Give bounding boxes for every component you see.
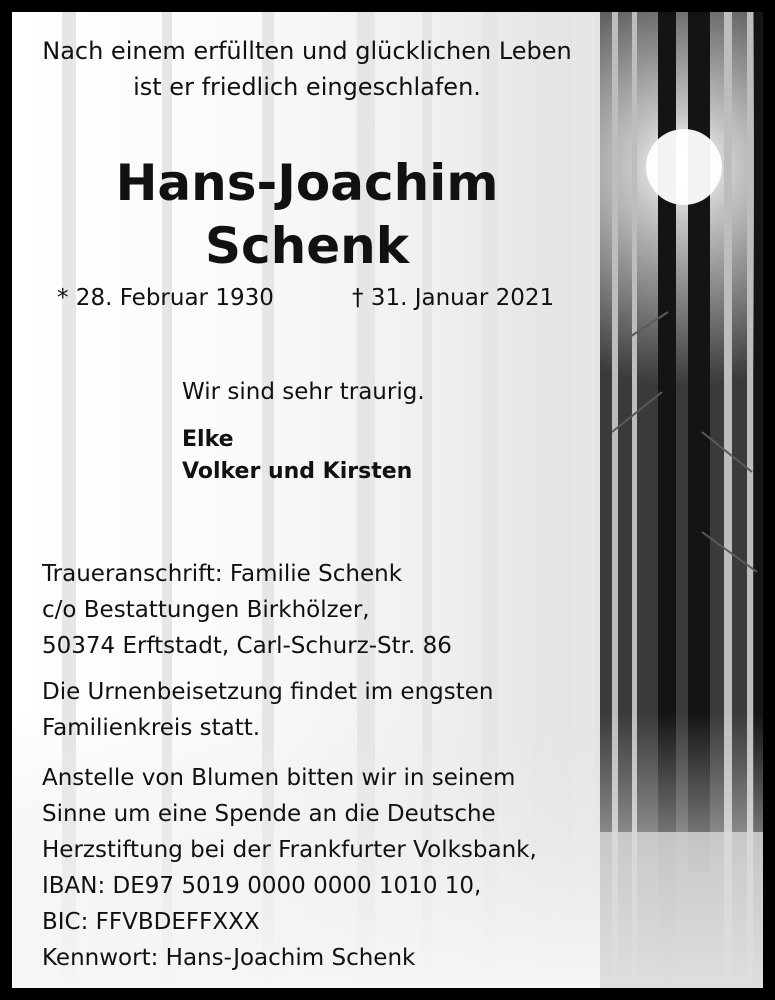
intro-line-2: ist er friedlich eingeschlafen. xyxy=(133,73,481,101)
donation-line: Herzstiftung bei der Frankfurter Volksbank, xyxy=(42,837,537,863)
mourner-name: Volker und Kirsten xyxy=(182,459,413,484)
donation-line: Anstelle von Blumen bitten wir in seinem xyxy=(42,765,516,791)
birth-date: * 28. Februar 1930 xyxy=(57,285,274,311)
address-line: Traueranschrift: Familie Schenk xyxy=(42,561,403,587)
death-date: † 31. Januar 2021 xyxy=(352,285,555,311)
donation-keyword: Kennwort: Hans-Joachim Schenk xyxy=(42,945,416,971)
address-line: 50374 Erftstadt, Carl-Schurz-Str. 86 xyxy=(42,633,452,659)
deceased-last-name: Schenk xyxy=(204,217,409,275)
mourner-name: Elke xyxy=(182,427,234,452)
bic: BIC: FFVBDEFFXXX xyxy=(42,909,260,935)
obituary-text xyxy=(12,12,763,988)
iban: IBAN: DE97 5019 0000 0000 1010 10, xyxy=(42,873,482,899)
mourning-statement: Wir sind sehr traurig. xyxy=(182,379,425,405)
donation-line: Sinne um eine Spende an die Deutsche xyxy=(42,801,496,827)
burial-line: Familienkreis statt. xyxy=(42,715,261,741)
intro-line-1: Nach einem erfüllten und glücklichen Leben xyxy=(42,37,572,65)
address-line: c/o Bestattungen Birkhölzer, xyxy=(42,597,370,623)
obituary-card xyxy=(12,12,763,988)
burial-line: Die Urnenbeisetzung findet im engsten xyxy=(42,679,494,705)
deceased-first-name: Hans-Joachim xyxy=(115,154,499,212)
